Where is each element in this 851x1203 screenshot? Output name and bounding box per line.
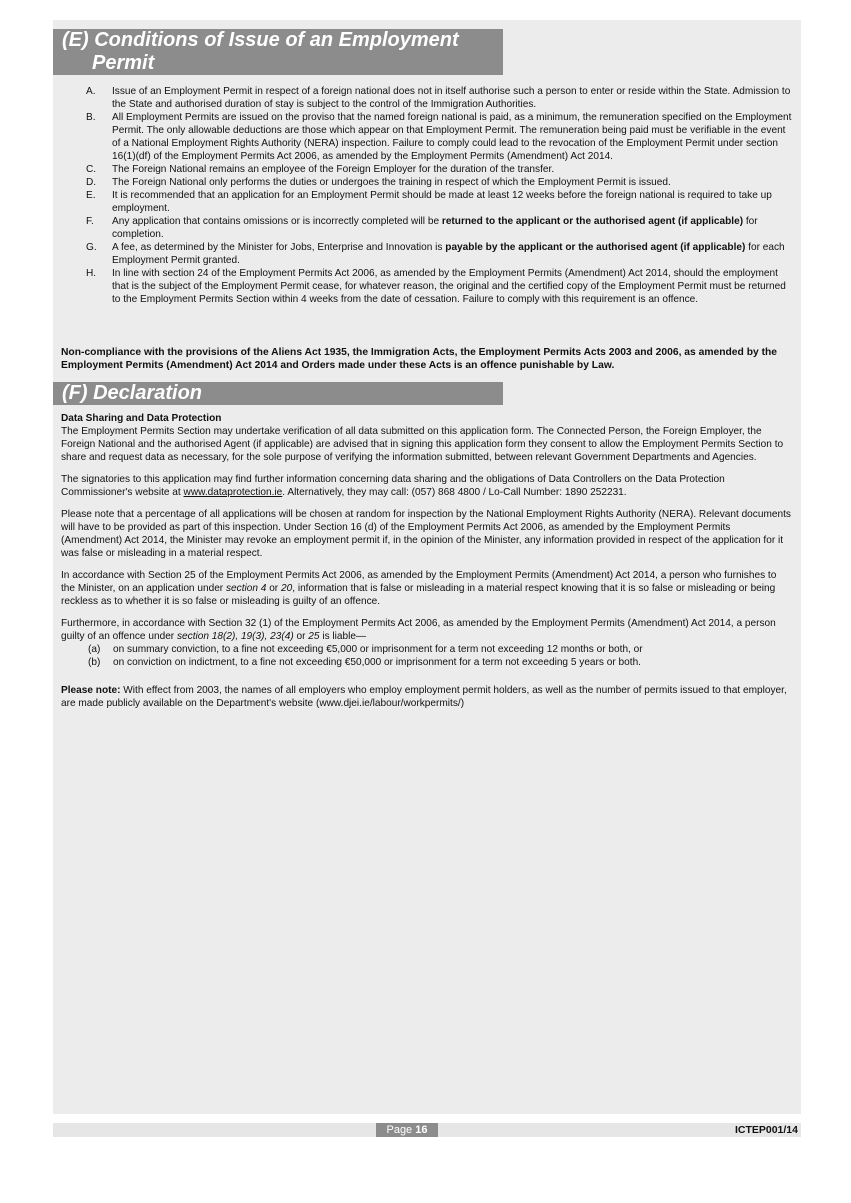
condition-item bbox=[61, 176, 793, 189]
condition-text: In line with section 24 of the Employment Permits Act 2006, as amended by the Employment Permits (Amendment) Act 2014, should the employment that is the subject of the Employment Permit cease, for whatever reason, the original and the certified copy of the Employment Permit must be returned to the Employment Permits Section within 4 weeks from the date of cessation. Failure to comply with this requirement is an offence. bbox=[112, 268, 786, 305]
dataprotection-link[interactable]: www.dataprotection.ie bbox=[183, 487, 283, 498]
condition-item bbox=[61, 215, 793, 241]
paragraph-text: The signatories to this application may find further information concerning data sharing and the obligations of Data Controllers on the Data Protection Commissioner's website at bbox=[61, 474, 725, 498]
penalty-letter: (a) bbox=[88, 644, 101, 655]
condition-item bbox=[61, 163, 793, 176]
please-note-paragraph bbox=[61, 684, 793, 710]
penalty-text: on summary conviction, to a fine not exceeding €5,000 or imprisonment for a term not exceeding 12 months or both, or bbox=[113, 644, 643, 655]
condition-letter: C. bbox=[86, 164, 97, 175]
please-note-text: With effect from 2003, the names of all employers who employ employment permit holders, as well as the number of permits issued to that employer, are made publicly available on the Department's website (www.djei.ie/labour/workpermits/) bbox=[61, 685, 787, 709]
paragraph-italic: section 4 bbox=[225, 583, 267, 594]
condition-text: The Foreign National only performs the duties or undergoes the training in respect of which the Employment Permit is issued. bbox=[112, 177, 671, 188]
declaration-paragraph-4 bbox=[61, 569, 793, 608]
penalty-text: on conviction on indictment, to a fine not exceeding €50,000 or imprisonment for a term not exceeding 5 years or both. bbox=[113, 657, 641, 668]
condition-text: The Foreign National remains an employee of the Foreign Employer for the duration of the transfer. bbox=[112, 164, 555, 175]
page-number: 16 bbox=[415, 1124, 428, 1136]
condition-text: Issue of an Employment Permit in respect of a foreign national does not in itself authorise such a person to enter or reside within the State. Admission to the State and authorised duration of stay is subject to the control of the Immigration Authorities. bbox=[112, 86, 791, 110]
condition-letter: A. bbox=[86, 86, 96, 97]
condition-text: All Employment Permits are issued on the proviso that the named foreign national is paid, as a minimum, the remuneration specified on the Employment Permit. The only allowable deductions are those which appear on that Employment Permit. The remuneration being paid must be verifiable in the event of a National Employment Rights Authority (NERA) inspection. Failure to comply could lead to the revocation of the Employment Permit under section 16(1)(df) of the Employment Permits Act 2006, as amended by the Employment Permits (Amendment) Act 2014. bbox=[112, 112, 792, 162]
paragraph-italic: 20 bbox=[280, 583, 293, 594]
document-code: ICTEP001/14 bbox=[734, 1124, 798, 1136]
declaration-paragraph-1: The Employment Permits Section may undertake verification of all data submitted on this application form. The Connected Person, the Foreign Employer, the Foreign National and the authorised Agent (if applicable) are advised that in signing this application form they consent to allow the Employment Permits Section to share and request data as necessary, for the sole purpose of verifying the information submitted, between relevant Government Departments and Agencies. bbox=[61, 426, 784, 463]
condition-item bbox=[61, 111, 793, 163]
condition-text-part: for each Employment Permit granted. bbox=[112, 242, 785, 266]
subheading-text: Data Sharing and Data Protection bbox=[61, 413, 222, 424]
paragraph-text: or bbox=[266, 583, 281, 594]
paragraph-text: In accordance with Section 25 of the Employment Permits Act 2006, as amended by the Employment Permits (Amendment) Act 2014, a person who furnishes to the Minister, on an application under bbox=[61, 570, 777, 594]
paragraph-text: or bbox=[293, 631, 309, 642]
paragraph-text: . Alternatively, they may call: (057) 868 4800 / Lo-Call Number: 1890 252231. bbox=[282, 487, 627, 498]
section-e-title-line1: (E) Conditions of Issue of an Employment bbox=[62, 29, 459, 51]
page-word: Page bbox=[386, 1124, 413, 1136]
non-compliance-notice: Non-compliance with the provisions of the Aliens Act 1935, the Immigration Acts, the Employment Permits Acts 2003 and 2006, as amended by the Employment Permits (Amendment) Act 2014 and Orders made under these Acts is an offence punishable by Law. bbox=[61, 347, 778, 371]
conditions-list bbox=[61, 85, 793, 306]
paragraph-italic: section 18(2), 19(3), 23(4) bbox=[176, 631, 294, 642]
condition-text bbox=[112, 215, 793, 241]
condition-letter: B. bbox=[86, 112, 96, 123]
please-note-label: Please note: bbox=[61, 685, 121, 696]
section-f-header bbox=[53, 382, 503, 405]
declaration-paragraph-2 bbox=[61, 473, 793, 499]
paragraph-text: Furthermore, in accordance with Section 32 (1) of the Employment Permits Act 2006, as amended by the Employment Permits (Amendment) Act 2014, a person guilty of an offence under bbox=[61, 618, 776, 642]
section-e-title-line2: Permit bbox=[92, 52, 155, 74]
penalty-item bbox=[61, 656, 793, 669]
condition-item bbox=[61, 189, 793, 215]
condition-item bbox=[61, 241, 793, 267]
penalty-item bbox=[61, 643, 793, 656]
section-f-title: (F) Declaration bbox=[62, 382, 203, 404]
condition-text bbox=[112, 241, 793, 267]
condition-text-part: Any application that contains omissions or is incorrectly completed will be bbox=[112, 216, 442, 227]
condition-text-bold: returned to the applicant or the authorised agent (if applicable) bbox=[441, 216, 744, 227]
condition-text-part: A fee, as determined by the Minister for Jobs, Enterprise and Innovation is bbox=[112, 242, 446, 253]
condition-letter: E. bbox=[86, 190, 96, 201]
paragraph-italic: 25 bbox=[308, 631, 320, 642]
condition-letter: G. bbox=[86, 242, 97, 253]
page-number-label bbox=[376, 1123, 438, 1137]
section-e-header bbox=[53, 29, 503, 75]
penalty-letter: (b) bbox=[88, 657, 101, 668]
condition-item bbox=[61, 267, 793, 306]
condition-text: It is recommended that an application for an Employment Permit should be made at least 12 weeks before the foreign national is required to take up employment. bbox=[112, 190, 772, 214]
condition-text-bold: payable by the applicant or the authorised agent (if applicable) bbox=[445, 242, 746, 253]
condition-letter: F. bbox=[86, 216, 94, 227]
condition-item bbox=[61, 85, 793, 111]
condition-letter: H. bbox=[86, 268, 97, 279]
condition-text-part: for completion. bbox=[112, 216, 758, 240]
declaration-paragraph-3: Please note that a percentage of all applications will be chosen at random for inspection by the National Employment Rights Authority (NERA). Relevant documents will have to be provided as part of this inspection. Under Section 16 (d) of the Employment Permits Act 2006, as amended by the Employment Permits (Amendment) Act 2014, the Minister may revoke an employment permit if, in the opinion of the Minister, any information provided in respect of the application for it was false or misleading in a material respect. bbox=[61, 509, 791, 559]
paragraph-text: , information that is false or misleading in a material respect knowing that it is so false or misleading or being reckless as to whether it is so false or misleading is guilty of an offence. bbox=[61, 583, 776, 607]
declaration-body bbox=[61, 412, 793, 719]
data-protection-subheading bbox=[61, 412, 793, 425]
paragraph-text: is liable— bbox=[319, 631, 367, 642]
condition-letter: D. bbox=[86, 177, 97, 188]
declaration-paragraph-5 bbox=[61, 617, 793, 643]
